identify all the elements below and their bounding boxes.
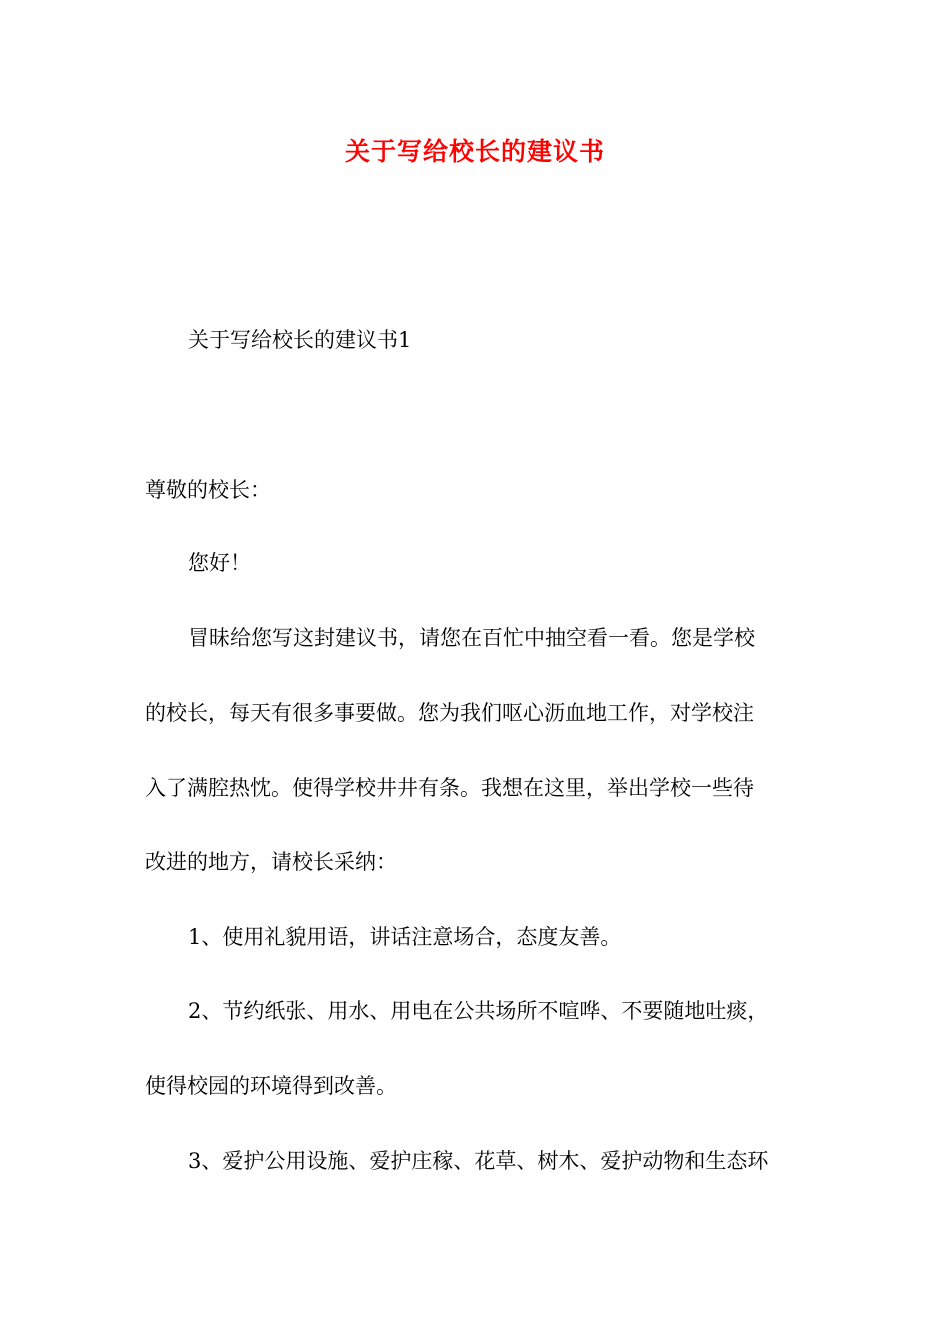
section-heading: 关于写给校长的建议书1 [188, 328, 412, 352]
list-item: 3、爱护公用设施、爱护庄稼、花草、树木、爱护动物和生态环 [188, 1149, 769, 1173]
paragraph-line: 的校长，每天有很多事要做。您为我们呕心沥血地工作，对学校注 [145, 701, 754, 725]
paragraph-line: 改进的地方，请校长采纳： [145, 850, 397, 874]
list-item-continuation: 使得校园的环境得到改善。 [145, 1074, 397, 1098]
greeting: 您好！ [188, 551, 251, 575]
document-title: 关于写给校长的建议书 [344, 137, 605, 166]
list-item: 2、节约纸张、用水、用电在公共场所不喧哗、不要随地吐痰， [188, 999, 769, 1023]
list-item: 1、使用礼貌用语，讲话注意场合，态度友善。 [188, 925, 622, 949]
salutation: 尊敬的校长： [145, 478, 271, 502]
paragraph-line: 冒昧给您写这封建议书，请您在百忙中抽空看一看。您是学校 [188, 626, 755, 650]
paragraph-line: 入了满腔热忱。使得学校井井有条。我想在这里，举出学校一些待 [145, 776, 754, 800]
